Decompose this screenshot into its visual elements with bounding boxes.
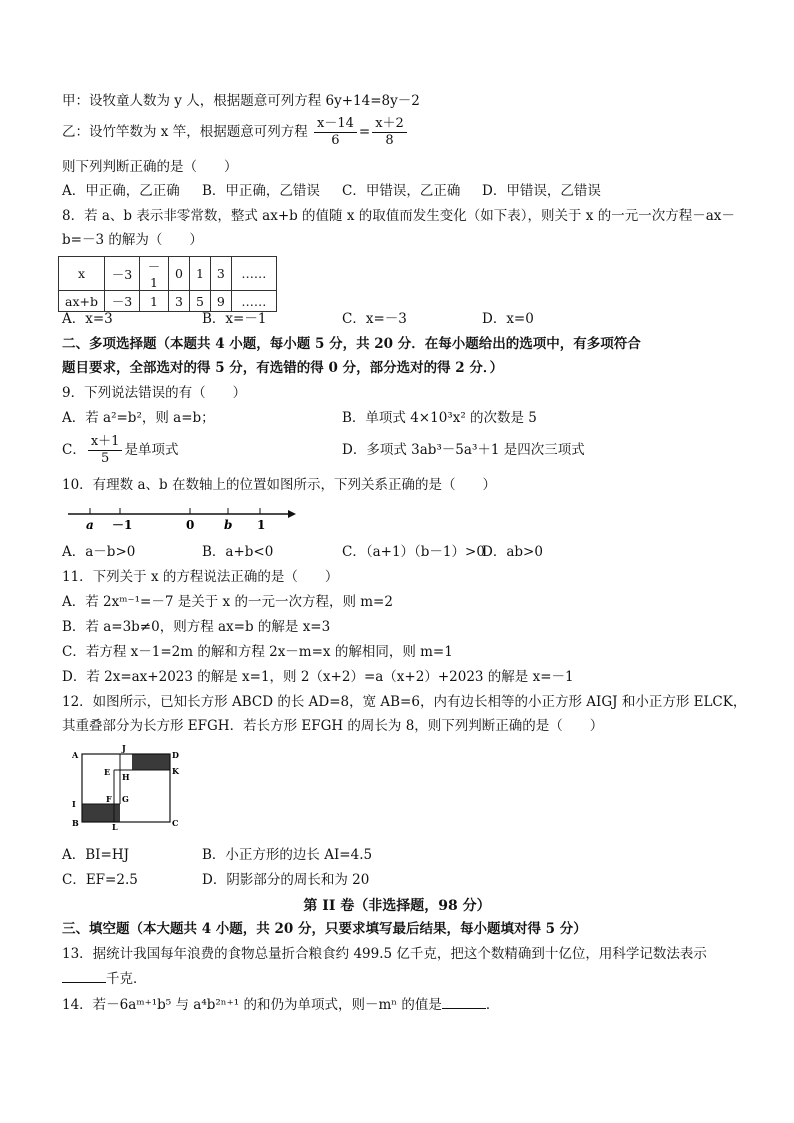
q7-fraction-left-num: x－14: [314, 116, 357, 133]
axis-label-a: a: [86, 518, 94, 532]
label-j: J: [122, 744, 126, 753]
table-cell: 0: [168, 257, 189, 291]
q14-text: 14．若－6aᵐ⁺¹b⁵ 与 a⁴b²ⁿ⁺¹ 的和仍为单项式，则－mⁿ 的值是: [62, 997, 442, 1013]
label-b: B: [72, 818, 79, 828]
shaded-region-upper: [132, 754, 170, 770]
label-g: G: [122, 794, 129, 804]
q9-stem: 9．下列说法错误的有（ ）: [62, 385, 247, 401]
axis-label-minus-one: －1: [112, 518, 133, 532]
q14-suffix: ．: [485, 997, 500, 1013]
section3-heading: 三、填空题（本大题共 4 小题，共 20 分，只要求填写最后结果，每小题填对得 5 分）: [62, 921, 587, 937]
q13-stem-line1: 13．据统计我国每年浪费的食物总量折合粮食约 499.5 亿千克，把这个数精确到十亿位，用科学记数法表示: [62, 946, 707, 962]
q11-stem: 11．下列关于 x 的方程说法正确的是（ ）: [62, 569, 339, 585]
axis-label-b: b: [224, 518, 233, 532]
label-a: A: [72, 750, 79, 760]
number-line-figure: [62, 500, 302, 532]
q7-fraction-right-den: 8: [385, 133, 394, 148]
q13-answer-blank[interactable]: [62, 970, 106, 983]
q9-option-c-den: 5: [101, 451, 110, 466]
q11-option-d: D．若 2x=ax+2023 的解是 x=1，则 2（x+2）=a（x+2）+2023 的解是 x=－1: [62, 669, 574, 685]
table-cell: －3: [104, 291, 139, 312]
label-i: I: [72, 799, 76, 809]
q7-option-a: A．甲正确，乙正确: [62, 183, 180, 199]
q12-option-d: D．阴影部分的周长和为 20: [202, 872, 370, 888]
q7-jia-statement: 甲：设牧童人数为 y 人，根据题意可列方程 6y+14=8y－2: [62, 93, 420, 109]
q8-option-a: A．x=3: [62, 311, 113, 327]
q8-stem-line1: 8．若 a、b 表示非零常数，整式 ax+b 的值随 x 的取值而发生变化（如下表），则关于 x 的一元一次方程－ax－: [62, 208, 735, 224]
table-cell: 1: [189, 257, 210, 291]
q13-unit: 千克．: [106, 971, 147, 987]
table-cell: ……: [231, 257, 276, 291]
q9-option-c-prefix: C．: [62, 442, 86, 458]
section2-heading-line2: 题目要求，全部选对的得 5 分，有选错的得 0 分，部分选对的得 2 分．）: [62, 360, 504, 376]
q7-fraction-right-num: x＋2: [372, 116, 407, 133]
q10-option-a: A．a－b>0: [62, 544, 136, 560]
q9-option-c-suffix: 是单项式: [124, 442, 179, 458]
q10-stem: 10．有理数 a、b 在数轴上的位置如图所示，下列关系正确的是（ ）: [62, 477, 496, 493]
q14-answer-blank[interactable]: [442, 996, 486, 1009]
q8-option-c: C．x=－3: [342, 311, 407, 327]
q8-option-b: B．x=－1: [202, 311, 267, 327]
q14-stem: [62, 996, 499, 1014]
q7-fraction-left-den: 6: [331, 133, 340, 148]
section2-heading-line1: 二、多项选择题（本题共 4 小题，每小题 5 分，共 20 分．在每小题给出的选项中，有多项符合: [62, 336, 641, 352]
q9-option-c-fraction: [88, 434, 123, 467]
q10-option-d: D．ab>0: [482, 544, 543, 560]
q13-stem-line2: [62, 970, 147, 988]
label-l: L: [112, 822, 118, 832]
q7-option-b: B．甲正确，乙错误: [202, 183, 320, 199]
table-cell: 5: [189, 291, 210, 312]
q10-option-c: C．（a+1）（b－1）>0: [342, 544, 485, 560]
q8-value-table: [58, 256, 277, 312]
q11-option-c: C．若方程 x－1=2m 的解和方程 2x－m=x 的解相同，则 m=1: [62, 644, 453, 660]
table-row: [59, 257, 277, 291]
table-row: [59, 291, 277, 312]
q9-option-c-num: x＋1: [88, 434, 123, 451]
table-cell: －3: [104, 257, 139, 291]
q9-option-c: [62, 434, 178, 467]
q9-option-a: A．若 a²=b²，则 a=b；: [62, 410, 215, 426]
table-cell: －1: [139, 257, 168, 291]
q7-judge: 则下列判断正确的是（ ）: [62, 159, 238, 175]
q12-option-b: B．小正方形的边长 AI=4.5: [202, 847, 373, 863]
label-k: K: [172, 766, 179, 776]
part2-title: 第 II 卷（非选择题，98 分）: [303, 898, 491, 914]
label-f: F: [106, 794, 112, 804]
table-cell: 9: [210, 291, 231, 312]
label-e: E: [104, 767, 111, 777]
q7-fraction-right: [372, 116, 407, 149]
table-cell: x: [59, 257, 105, 291]
rectangle-figure: [64, 744, 194, 832]
table-cell: ……: [231, 291, 276, 312]
q9-option-b: B．单项式 4×10³x² 的次数是 5: [342, 410, 537, 426]
q12-stem-line1: 12．如图所示，已知长方形 ABCD 的长 AD=8，宽 AB=6，内有边长相等的小正方形 AIGJ 和小正方形 ELCK，: [62, 694, 747, 710]
label-d: D: [172, 750, 179, 760]
label-c: C: [172, 818, 179, 828]
q8-stem-line2: b=－3 的解为（ ）: [62, 232, 203, 248]
q10-option-b: B．a+b<0: [202, 544, 274, 560]
q12-option-c: C．EF=2.5: [62, 872, 138, 888]
q8-option-d: D．x=0: [482, 311, 534, 327]
q7-yi-prefix: 乙：设竹竿数为 x 竿，根据题意可列方程: [62, 124, 308, 140]
table-cell: 3: [168, 291, 189, 312]
q7-fraction-left: [314, 116, 357, 149]
q7-option-d: D．甲错误，乙错误: [482, 183, 601, 199]
q7-option-c: C．甲错误，乙正确: [342, 183, 461, 199]
arrow-right-icon: [288, 510, 296, 518]
axis-label-zero: 0: [186, 518, 195, 532]
q11-option-b: B．若 a=3b≠0，则方程 ax=b 的解是 x=3: [62, 619, 331, 635]
label-h: H: [122, 772, 130, 782]
q11-option-a: A．若 2xᵐ⁻¹=－7 是关于 x 的一元一次方程，则 m=2: [62, 594, 393, 610]
table-cell: 1: [139, 291, 168, 312]
q9-option-d: D．多项式 3ab³－5a³＋1 是四次三项式: [342, 442, 585, 458]
axis-label-one: 1: [257, 518, 266, 532]
q7-yi-statement: [62, 116, 409, 149]
table-cell: 3: [210, 257, 231, 291]
q12-option-a: A．BI=HJ: [62, 847, 129, 863]
q7-equals: =: [358, 124, 371, 140]
table-cell: ax+b: [59, 291, 105, 312]
q12-stem-line2: 其重叠部分为长方形 EFGH．若长方形 EFGH 的周长为 8，则下列判断正确的是（ ）: [62, 718, 604, 734]
